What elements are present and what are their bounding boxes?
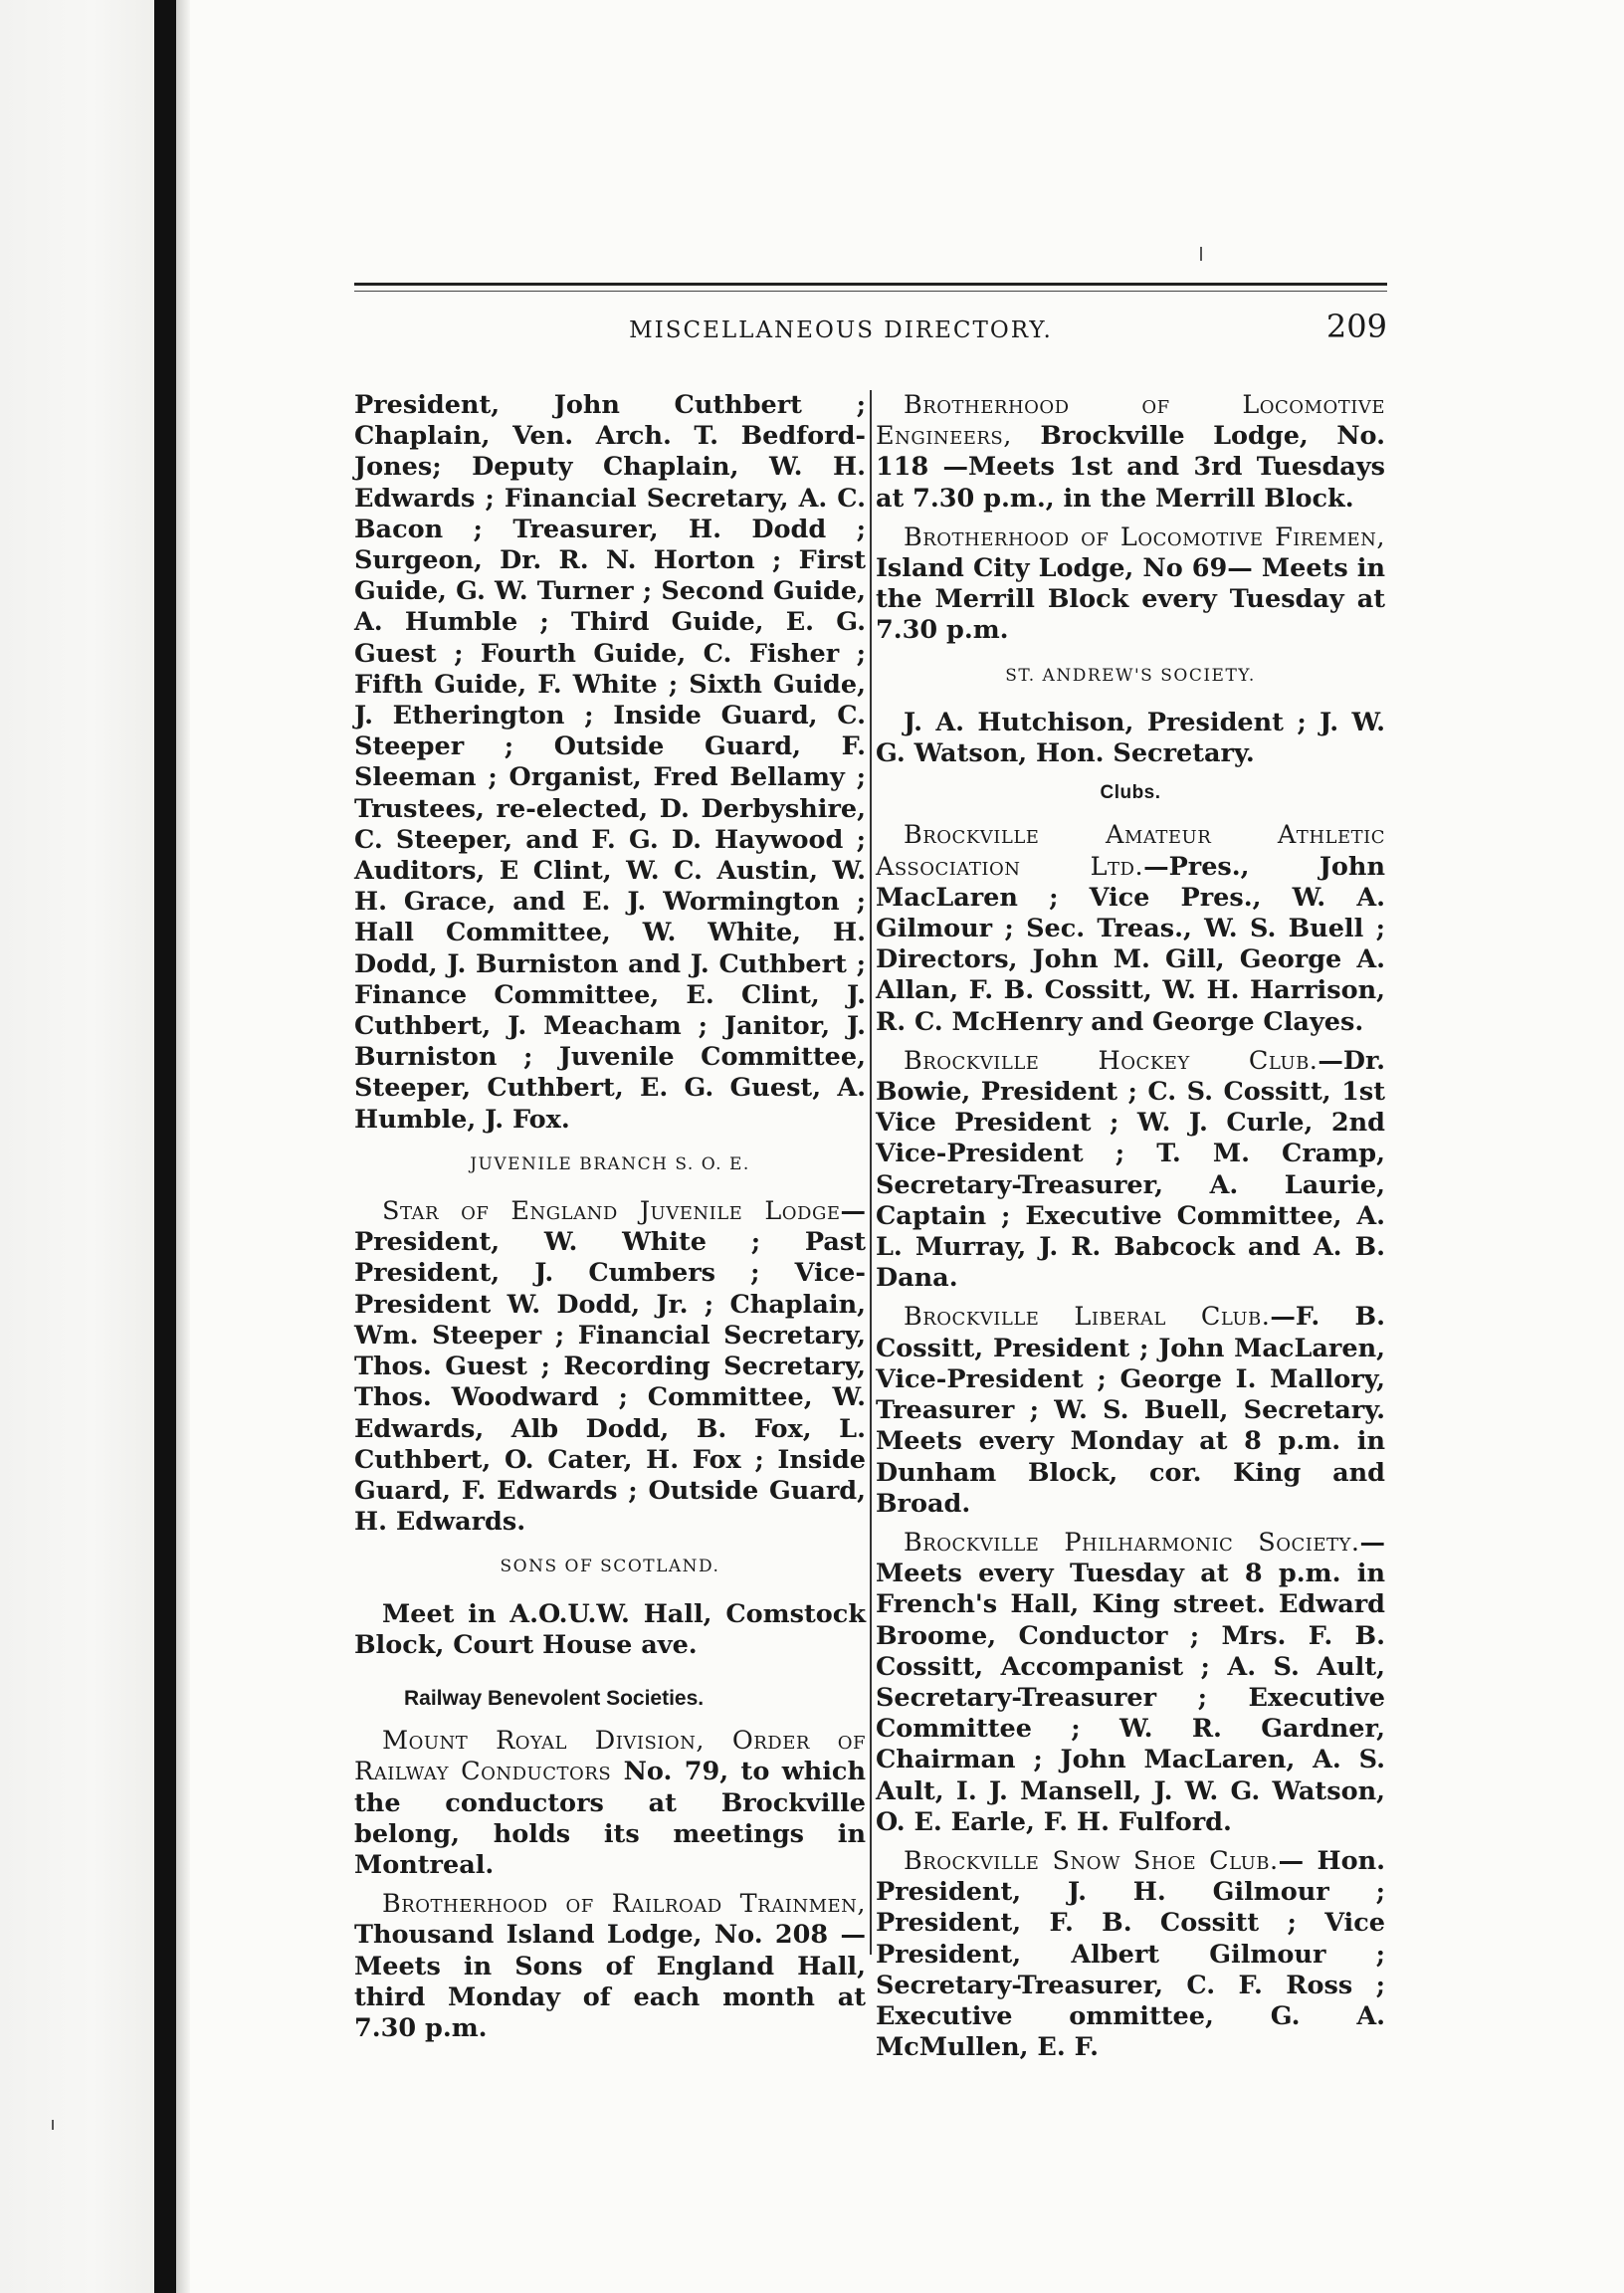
entry-name: Brockville Philharmonic Society. (904, 1527, 1360, 1558)
st-andrews-entry: J. A. Hutchison, President ; J. W. G. Watson, Hon. Secretary. (876, 707, 1385, 769)
entry-name: Brotherhood of Railroad Trainmen, (382, 1889, 866, 1920)
liberal-club-entry (876, 1302, 1385, 1519)
hockey-club-entry (876, 1046, 1385, 1295)
entry-body: No. 79, to which the conductors at Brockville belong, holds its meetings in Montreal. (354, 1757, 866, 1880)
section-heading-railway-societies: Railway Benevolent Societies. (404, 1686, 705, 1710)
sons-of-england-officers: President, John Cuthbert ; Chaplain, Ven. Arch. T. Bedford-Jones; Deputy Chaplain, W. H. Edwards ; Financial Secretary, A. C. Bacon ; Treasurer, H. Dodd ; Surgeon, Dr. R. N. Horton ; First Guide, G. W. Turner ; Second Guide, A. Humble ; Third Guide, E. G. Guest ; Fourth Guide, C. Fisher ; Fifth Guide, F. White ; Sixth Guide, J. Etherington ; Inside Guard, C. Steeper ; Outside Guard, F. Sleeman ; Organist, Fred Bellamy ; Trustees, re-elected, D. Derbyshire, C. Steeper, and F. G. D. Haywood ; Auditors, E Clint, W. C. Austin, W. H. Grace, and E. J. Wormington ; Hall Committee, W. White, H. Dodd, J. Burniston and J. Cuthbert ; Finance Committee, E. Clint, J. Cuthbert, J. Meacham ; Janitor, J. Burniston ; Juvenile Committee, Steeper, Cuthbert, E. G. Guest, A. Humble, J. Fox. (354, 390, 866, 1135)
railway-conductors-entry (354, 1726, 866, 1881)
entry-name: Brotherhood of Locomotive Engineers, (876, 390, 1385, 452)
entry-name: Star of England Juvenile Lodge (382, 1196, 841, 1227)
amateur-athletic-entry (876, 820, 1385, 1037)
sons-of-scotland-entry: Meet in A.O.U.W. Hall, Comstock Block, Court House ave. (354, 1598, 866, 1660)
running-title: MISCELLANEOUS DIRECTORY. (629, 317, 1053, 343)
snow-shoe-club-entry (876, 1846, 1385, 2063)
entry-body: —Dr. Bowie, President ; C. S. Cossitt, 1st Vice President ; W. J. Curle, 2nd Vice-President ; T. M. Cramp, Secretary-Treasurer, A. Laurie, Captain ; Executive Committee, A. L. Murray, J. R. Babcock and A. B. Dana. (876, 1045, 1385, 1294)
page-header (354, 304, 1387, 353)
entry-name: Mount Royal Division, Order of Railway Conductors (354, 1726, 866, 1787)
entry-body: —Pres., John MacLaren ; Vice Pres., W. A. Gilmour ; Sec. Treas., W. S. Buell ; Directors, John M. Gill, George A. Allan, F. B. Cossitt, W. H. Harrison, R. C. McHenry and George Clayes. (876, 851, 1385, 1037)
entry-body: Brockville Lodge, No. 118 —Meets 1st and 3rd Tuesdays at 7.30 p.m., in the Merrill Block. (876, 421, 1385, 514)
entry-body: —President, W. White ; Past President, J. Cumbers ; Vice-President W. Dodd, Jr. ; Chaplain, Wm. Steeper ; Financial Secretary, Thos. Guest ; Recording Secretary, Thos. Woodward ; Committee, W. Edwards, Alb Dodd, B. Fox, L. Cuthbert, O. Cater, H. Fox ; Inside Guard, F. Edwards ; Outside Guard, H. Edwards. (354, 1196, 866, 1538)
scan-speck (52, 2120, 54, 2130)
entry-body: —Meets every Tuesday at 8 p.m. in French's Hall, King street. Edward Broome, Conductor ; Mrs. F. B. Cossitt, Accompanist ; A. S. Ault, Secretary-Treasurer ; Executive Committee ; W. R. Gardner, Chairman ; John MacLaren, A. S. Ault, I. J. Mansell, J. W. G. Watson, O. E. Earle, F. H. Fulford. (876, 1527, 1385, 1837)
scan-margin (0, 0, 154, 2293)
entry-body: Thousand Island Lodge, No. 208 —Meets in Sons of England Hall, third Monday of each month at 7.30 p.m. (354, 1920, 866, 2043)
header-rule-thin (354, 291, 1387, 292)
page-number: 209 (1325, 308, 1387, 345)
locomotive-firemen-entry (876, 522, 1385, 647)
section-heading-sons-of-scotland: SONS OF SCOTLAND. (500, 1557, 720, 1577)
scan-speck (1200, 247, 1202, 261)
railroad-trainmen-entry (354, 1889, 866, 2044)
philharmonic-society-entry (876, 1528, 1385, 1838)
entry-name: Brockville Snow Shoe Club. (904, 1845, 1279, 1876)
entry-body: Island City Lodge, No 69— Meets in the Merrill Block every Tuesday at 7.30 p.m. (876, 553, 1385, 646)
juvenile-lodge-entry (354, 1196, 866, 1538)
right-column (876, 390, 1385, 2063)
entry-name: Brockville Amateur Athletic Association Ltd. (876, 820, 1385, 882)
entry-name: Brotherhood of Locomotive Firemen, (904, 521, 1385, 552)
column-divider (870, 390, 872, 1955)
locomotive-engineers-entry (876, 390, 1385, 515)
entry-body: — Hon. President, J. H. Gilmour ; President, F. B. Cossitt ; Vice President, Albert Gilmour ; Secretary-Treasurer, C. F. Ross ; Executive ommittee, G. A. McMullen, E. F. (876, 1845, 1385, 2063)
header-rule (354, 283, 1387, 286)
section-heading-clubs: Clubs. (1100, 782, 1161, 804)
left-column (354, 390, 866, 2043)
entry-name: Brockville Hockey Club. (904, 1045, 1319, 1076)
book-spine-edge (154, 0, 176, 2293)
entry-body: —F. B. Cossitt, President ; John MacLaren, Vice-President ; George I. Mallory, Treasurer ; W. S. Buell, Secretary. Meets every Monday at 8 p.m. in Dunham Block, cor. King and Broad. (876, 1302, 1385, 1519)
section-heading-juvenile-branch: JUVENILE BRANCH S. O. E. (470, 1153, 750, 1174)
page-gutter (176, 0, 190, 2293)
entry-name: Brockville Liberal Club. (904, 1302, 1271, 1333)
section-heading-st-andrews: ST. ANDREW'S SOCIETY. (1005, 665, 1256, 686)
